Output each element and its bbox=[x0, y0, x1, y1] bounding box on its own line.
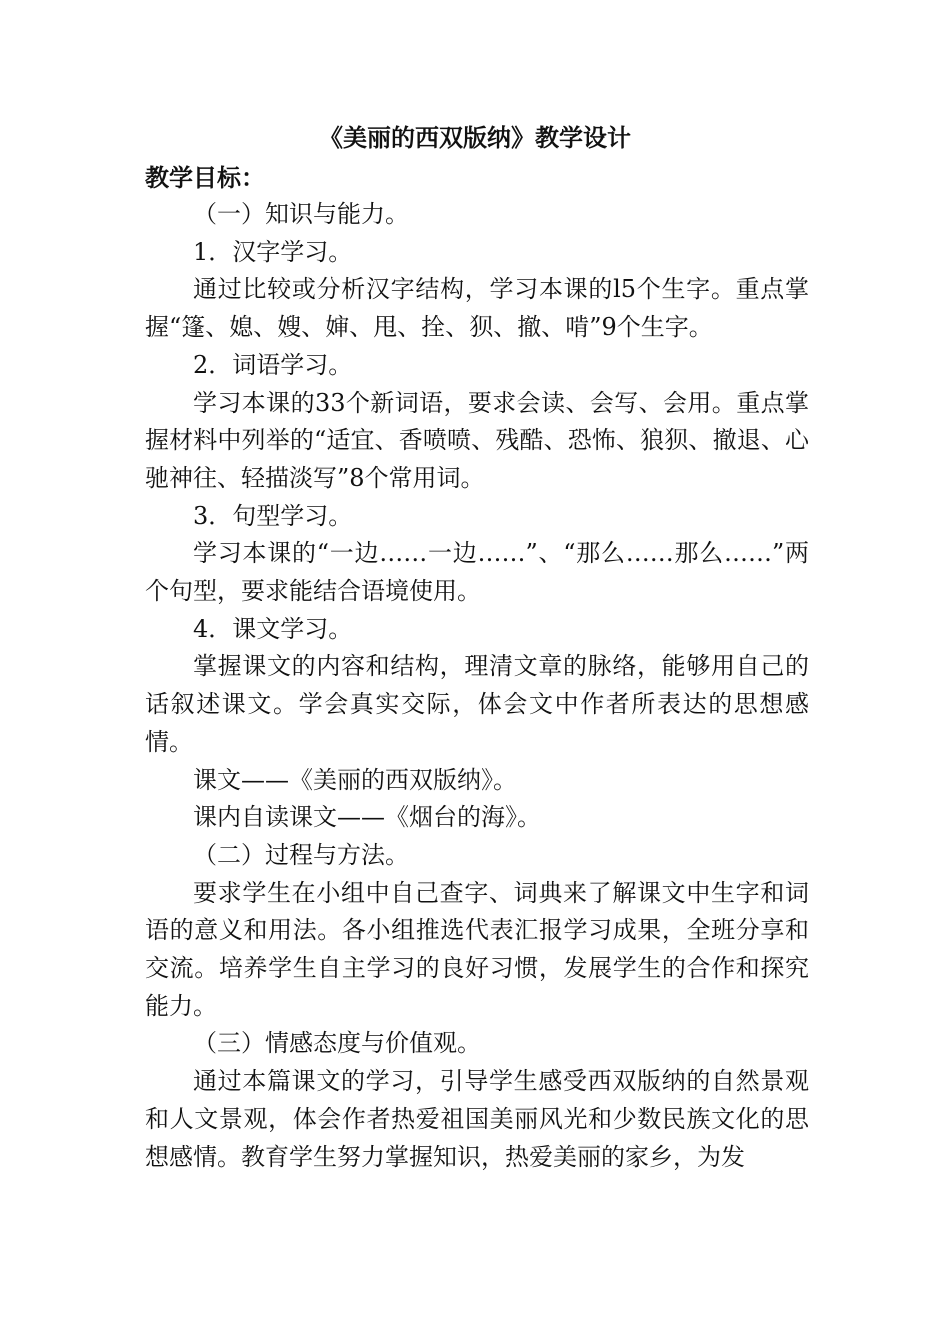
paragraph-sentence-pattern: 学习本课的“一边……一边……”、“那么……那么……”两个句型，要求能结合语境使用。 bbox=[145, 539, 809, 606]
section-heading-objectives: 教学目标： bbox=[145, 163, 265, 192]
paragraph-process-method: 要求学生在小组中自己查字、词典来了解课文中生字和词语的意义和用法。各小组推选代表汇报学习成果，全班分享和交流。培养学生自主学习的良好习惯，发展学生的合作和探究能力。 bbox=[145, 878, 809, 1020]
subsection-emotion-values: （三）情感态度与价值观。 bbox=[193, 1029, 481, 1058]
subsection-process-method: （二）过程与方法。 bbox=[193, 840, 409, 869]
item-vocabulary-learning: 2．词语学习。 bbox=[193, 350, 353, 379]
item-text-learning: 4．课文学习。 bbox=[193, 614, 353, 643]
subsection-knowledge-ability: （一）知识与能力。 bbox=[193, 200, 409, 228]
document-title: 《美丽的西双版纳》教学设计 bbox=[319, 123, 631, 152]
paragraph-character-learning: 通过比较或分析汉字结构，学习本课的l5个生字。重点掌握“篷、媳、嫂、婶、甩、拴、狈、撤、啃”9个生字。 bbox=[145, 275, 809, 342]
paragraph-text-learning: 掌握课文的内容和结构，理清文章的脉络，能够用自己的话叙述课文。学会真实交际，体会文中作者所表达的思想感情。 bbox=[145, 652, 809, 756]
paragraph-self-reading: 课内自读课文——《烟台的海》。 bbox=[193, 803, 541, 832]
paragraph-vocabulary-learning: 学习本课的33个新词语，要求会读、会写、会用。重点掌握材料中列举的“适宜、香喷喷、残酷、恐怖、狼狈、撤退、心驰神往、轻描淡写”8个常用词。 bbox=[145, 388, 809, 492]
document-body bbox=[145, 196, 809, 1176]
item-sentence-pattern: 3．句型学习。 bbox=[193, 501, 353, 530]
paragraph-emotion-values: 通过本篇课文的学习，引导学生感受西双版纳的自然景观和人文景观，体会作者热爱祖国美丽风光和少数民族文化的思想感情。教育学生努力掌握知识，热爱美丽的家乡，为发 bbox=[145, 1067, 809, 1171]
paragraph-main-text: 课文——《美丽的西双版纳》。 bbox=[193, 765, 517, 794]
item-character-learning: 1．汉字学习。 bbox=[193, 237, 353, 266]
